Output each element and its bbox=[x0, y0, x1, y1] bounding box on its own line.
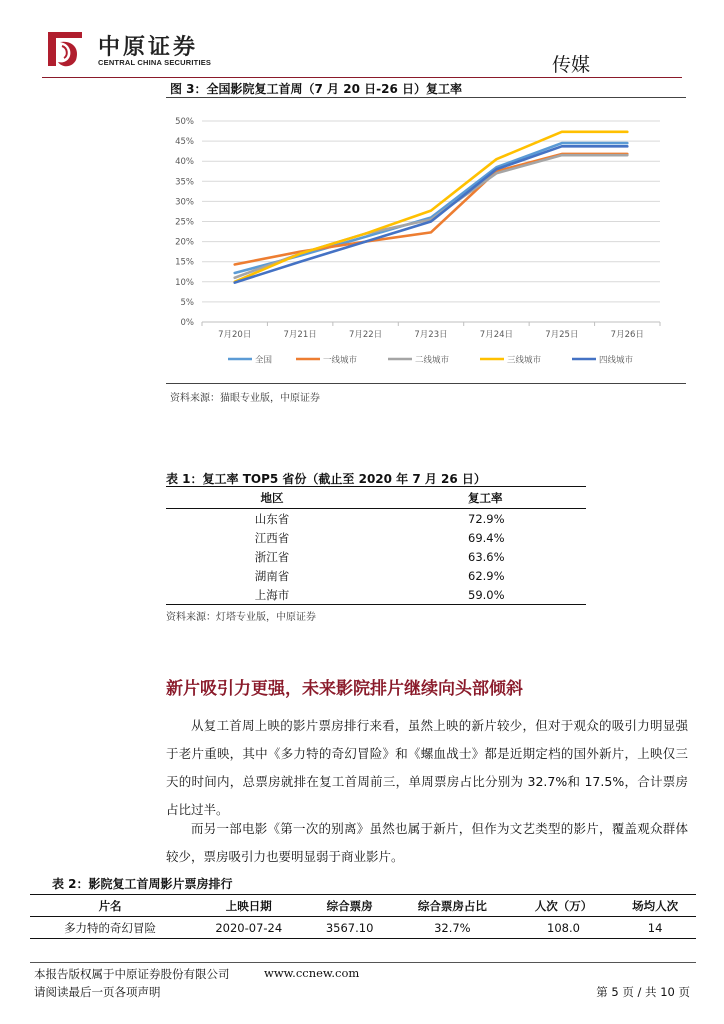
box-office-share-cell: 32.7% bbox=[392, 917, 513, 939]
province-recovery-table bbox=[166, 486, 586, 605]
y-tick-label: 40% bbox=[175, 157, 194, 168]
x-tick-label: 7月24日 bbox=[479, 330, 514, 340]
legend-label: 二线城市 bbox=[415, 355, 450, 366]
legend-label: 一线城市 bbox=[323, 355, 358, 366]
x-tick-label: 7月23日 bbox=[414, 330, 448, 340]
table1-caption: 表 1：复工率 TOP5 省份（截止至 2020 年 7 月 26 日） bbox=[166, 472, 486, 486]
y-tick-label: 20% bbox=[175, 237, 194, 248]
header-divider bbox=[42, 77, 682, 78]
region-cell: 湖南省 bbox=[254, 568, 290, 583]
footer-copyright: 本报告版权属于中原证券股份有限公司 bbox=[34, 967, 230, 981]
table-header-cell: 场均人次 bbox=[614, 895, 696, 917]
table-row bbox=[30, 917, 696, 939]
logo-chinese-name: 中原证券 bbox=[98, 34, 199, 60]
footer-website-link[interactable]: www.ccnew.com bbox=[264, 966, 360, 980]
table1-source: 资料来源：灯塔专业版，中原证券 bbox=[166, 612, 316, 623]
legend-label: 三线城市 bbox=[507, 355, 542, 366]
avg-per-show-cell: 14 bbox=[614, 917, 696, 939]
page-number: 第 5 页 / 共 10 页 bbox=[596, 985, 690, 999]
table-header-cell: 上映日期 bbox=[190, 895, 307, 917]
table-row bbox=[166, 585, 586, 605]
table-row bbox=[166, 528, 586, 547]
x-tick-label: 7月20日 bbox=[218, 330, 252, 340]
rate-cell: 72.9% bbox=[468, 511, 505, 526]
table-header-cell: 综合票房 bbox=[307, 895, 391, 917]
table2-caption: 表 2：影院复工首周影片票房排行 bbox=[52, 877, 233, 891]
y-tick-label: 50% bbox=[175, 117, 194, 127]
y-tick-label: 45% bbox=[175, 137, 194, 148]
y-tick-label: 15% bbox=[175, 257, 194, 268]
admissions-cell: 108.0 bbox=[513, 917, 614, 939]
table-header-cell: 片名 bbox=[30, 895, 190, 917]
rate-cell: 59.0% bbox=[378, 585, 586, 605]
legend-label: 全国 bbox=[255, 355, 273, 366]
rate-cell: 63.6% bbox=[468, 549, 505, 564]
region-cell: 山东省 bbox=[254, 511, 290, 526]
rate-cell: 62.9% bbox=[468, 568, 505, 583]
legend-label: 四线城市 bbox=[599, 355, 634, 366]
y-tick-label: 10% bbox=[175, 277, 194, 288]
figure-top-rule bbox=[166, 97, 686, 98]
y-tick-label: 35% bbox=[175, 177, 194, 188]
x-tick-label: 7月25日 bbox=[545, 330, 579, 340]
y-tick-label: 30% bbox=[175, 197, 194, 208]
recovery-rate-line-chart bbox=[166, 100, 686, 382]
body-paragraph: 从复工首周上映的影片票房排行来看，虽然上映的新片较少，但对于观众的吸引力明显强于老片重映，其中《多力特的奇幻冒险》和《螺血战士》都是近期定档的国外新片，上映仅三天的时间内，总票房就排在复工首周前三，单周票房占比分别为 32.7%和 17.5%，合计票房占比过半。 bbox=[166, 718, 688, 817]
y-tick-label: 0% bbox=[180, 318, 194, 328]
section-heading: 新片吸引力更强，未来影院排片继续向头部倾斜 bbox=[166, 679, 523, 699]
table-row bbox=[166, 566, 586, 585]
table-header-cell: 综合票房占比 bbox=[392, 895, 513, 917]
footer-disclaimer: 请阅读最后一页各项声明 bbox=[34, 985, 161, 999]
region-cell: 浙江省 bbox=[254, 549, 290, 564]
table-row bbox=[166, 509, 586, 529]
rate-cell: 69.4% bbox=[468, 530, 505, 545]
table-header-row bbox=[166, 487, 586, 509]
region-cell: 上海市 bbox=[166, 585, 378, 605]
figure-source: 资料来源：猫眼专业版，中原证券 bbox=[170, 393, 320, 404]
region-cell: 江西省 bbox=[254, 530, 290, 545]
table-header-row bbox=[30, 895, 696, 917]
box-office-table bbox=[30, 894, 696, 939]
company-logo-icon bbox=[42, 26, 90, 74]
body-paragraph: 而另一部电影《第一次的别离》虽然也属于新片，但作为文艺类型的影片，覆盖观众群体较少，票房吸引力也要明显弱于商业影片。 bbox=[166, 821, 688, 864]
table-header-cell: 复工率 bbox=[378, 487, 586, 509]
figure-caption: 图 3：全国影院复工首周（7 月 20 日-26 日）复工率 bbox=[170, 82, 462, 96]
x-tick-label: 7月26日 bbox=[610, 330, 644, 340]
x-tick-label: 7月21日 bbox=[283, 330, 317, 340]
footer-divider bbox=[30, 962, 696, 963]
box-office-cell: 3567.10 bbox=[307, 917, 391, 939]
table-header-cell: 人次（万） bbox=[513, 895, 614, 917]
release-date-cell: 2020-07-24 bbox=[190, 917, 307, 939]
film-title-cell: 多力特的奇幻冒险 bbox=[30, 917, 190, 939]
y-tick-label: 25% bbox=[175, 217, 194, 228]
table-row bbox=[166, 547, 586, 566]
section-label: 传媒 bbox=[551, 54, 590, 76]
x-tick-label: 7月22日 bbox=[348, 330, 383, 340]
y-tick-label: 5% bbox=[180, 297, 194, 308]
table-header-cell: 地区 bbox=[166, 487, 378, 509]
figure-bottom-rule bbox=[166, 383, 686, 384]
logo-english-name: CENTRAL CHINA SECURITIES bbox=[98, 58, 212, 67]
